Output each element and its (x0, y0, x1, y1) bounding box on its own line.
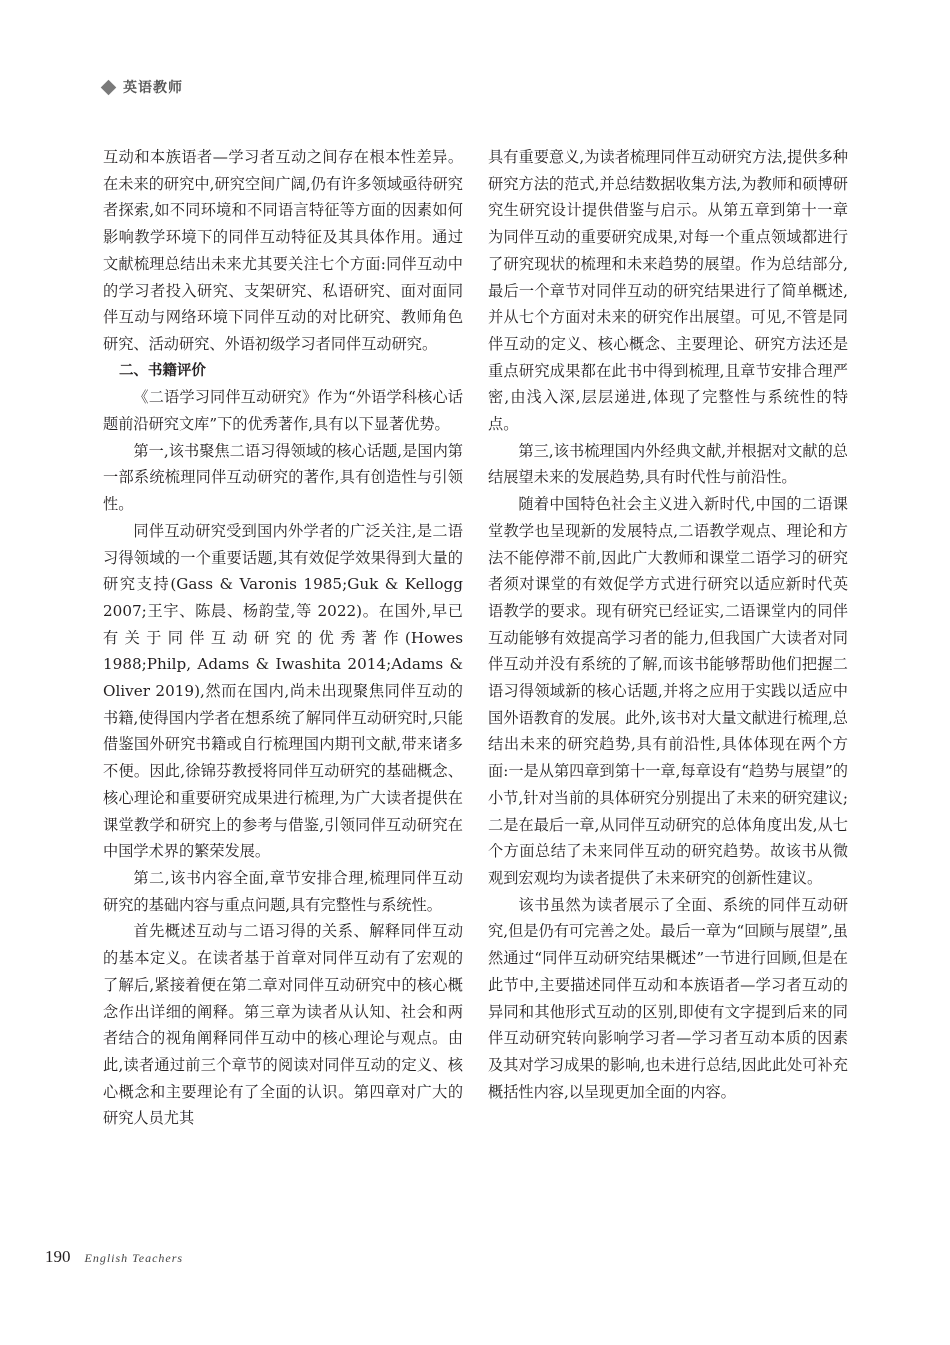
page-number: 190 (45, 1247, 71, 1266)
section-heading: 二、书籍评价 (118, 362, 206, 379)
paragraph: 第一,该书聚焦二语习得领域的核心话题,是国内第一部系统梳理同伴互动研究的著作,具有创造性与引领性。 (103, 441, 463, 514)
journal-title: 英语教师 (123, 80, 183, 96)
left-column (103, 144, 463, 1132)
paragraph: 同伴互动研究受到国内外学者的广泛关注,是二语习得领域的一个重要话题,其有效促学效果得到大量的研究支持(Gass & Varonis 1985;Guk & Kellogg 2007;王宇、陈晨、杨韵莹,等 2022)。在国外,早已有关于同伴互动研究的优秀著作(Howes 1988;Philp, Adams & Iwashita 2014;Adams & Oliver 2019),然而在国内,尚未出现聚焦同伴互动的书籍,使得国内学者在想系统了解同伴互动研究时,只能借鉴国外研究书籍或自行梳理国内期刊文献,带来诸多不便。因此,徐锦芬教授将同伴互动研究的基础概念、核心理论和重要研究成果进行梳理,为广大读者提供在课堂教学和研究上的参考与借鉴,引领同伴互动研究在中国学术界的繁荣发展。 (103, 521, 463, 861)
page-footer (45, 1247, 183, 1267)
right-column (488, 144, 848, 1105)
paragraph: 第二,该书内容全面,章节安排合理,梳理同伴互动研究的基础内容与重点问题,具有完整性与系统性。 (103, 868, 463, 914)
paragraph: 随着中国特色社会主义进入新时代,中国的二语课堂教学也呈现新的发展特点,二语教学观点、理论和方法不能停滞不前,因此广大教师和课堂二语学习的研究者须对课堂的有效促学方式进行研究以适应新时代英语教学的要求。现有研究已经证实,二语课堂内的同伴互动能够有效提高学习者的能力,但我国广大读者对同伴互动并没有系统的了解,而该书能够帮助他们把握二语习得领域新的核心话题,并将之应用于实践以适应中国外语教育的发展。此外,该书对大量文献进行梳理,总结出未来的研究趋势,具有前沿性,具体体现在两个方面:一是从第四章到第十一章,每章设有“趋势与展望”的小节,针对当前的具体研究分别提出了未来的研究建议;二是在最后一章,从同伴互动研究的总体角度出发,从七个方面总结了未来同伴互动的研究趋势。故该书从微观到宏观均为读者提供了未来研究的创新性建议。 (488, 495, 848, 887)
paragraph: 该书虽然为读者展示了全面、系统的同伴互动研究,但是仍有可完善之处。最后一章为“回顾与展望”,虽然通过“同伴互动研究结果概述”一节进行回顾,但是在此节中,主要描述同伴互动和本族语者—学习者互动的异同和其他形式互动的区别,即使有文字提到后来的同伴互动研究转向影响学习者—学习者互动本质的因素及其对学习成果的影响,也未进行总结,因此此处可补充概括性内容,以呈现更加全面的内容。 (488, 895, 848, 1101)
journal-name-footer: English Teachers (84, 1251, 184, 1265)
diamond-icon (101, 79, 117, 95)
paragraph: 具有重要意义,为读者梳理同伴互动研究方法,提供多种研究方法的范式,并总结数据收集方法,为教师和硕博研究生研究设计提供借鉴与启示。从第五章到第十一章为同伴互动的重要研究成果,对每一个重点领域都进行了研究现状的梳理和未来趋势的展望。作为总结部分,最后一个章节对同伴互动的研究结果进行了简单概述,并从七个方面对未来的研究作出展望。可见,不管是同伴互动的定义、核心概念、主要理论、研究方法还是重点研究成果都在此书中得到梳理,且章节安排合理严密,由浅入深,层层递进,体现了完整性与系统性的特点。 (488, 148, 848, 434)
paragraph: 互动和本族语者—学习者互动之间存在根本性差异。在未来的研究中,研究空间广阔,仍有许多领域亟待研究者探索,如不同环境和不同语言特征等方面的因素如何影响教学环境下的同伴互动特征及其具体作用。通过文献梳理总结出未来尤其要关注七个方面:同伴互动中的学习者投入研究、支架研究、私语研究、面对面同伴互动与网络环境下同伴互动的对比研究、教师角色研究、活动研究、外语初级学习者同伴互动研究。 (103, 148, 463, 353)
paragraph: 《二语学习同伴互动研究》作为“外语学科核心话题前沿研究文库”下的优秀著作,具有以下显著优势。 (103, 388, 463, 434)
paragraph: 第三,该书梳理国内外经典文献,并根据对文献的总结展望未来的发展趋势,具有时代性与前沿性。 (488, 441, 848, 487)
paragraph: 首先概述互动与二语习得的关系、解释同伴互动的基本定义。在读者基于首章对同伴互动有了宏观的了解后,紧接着便在第二章对同伴互动研究中的核心概念作出详细的阐释。第三章为读者从认知、社会和两者结合的视角阐释同伴互动中的核心理论与观点。由此,读者通过前三个章节的阅读对同伴互动的定义、核心概念和主要理论有了全面的认识。第四章对广大的研究人员尤其 (103, 922, 463, 1128)
running-header (103, 76, 183, 98)
